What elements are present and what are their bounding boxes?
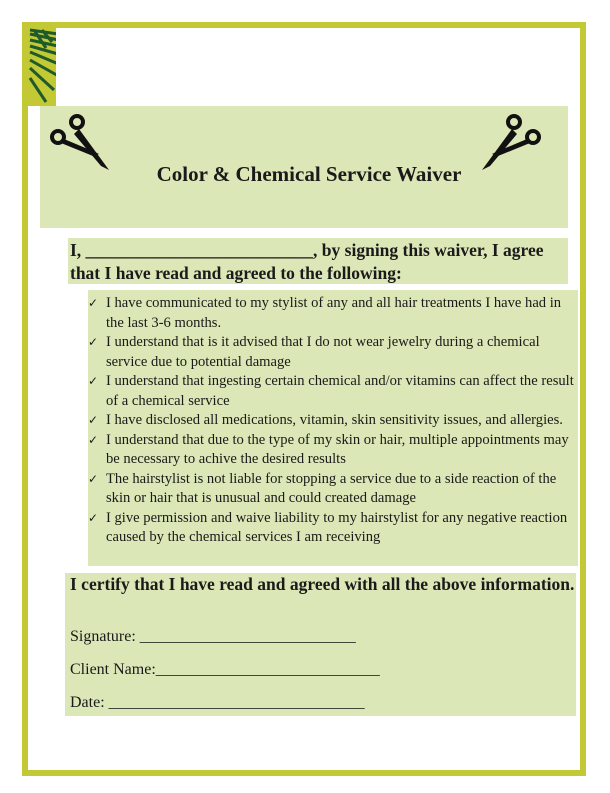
checkmark-icon: ✓ [88, 510, 99, 525]
title-banner [40, 106, 568, 228]
list-item [88, 509, 578, 548]
list-item [88, 431, 578, 470]
checkmark-icon: ✓ [88, 335, 99, 349]
signature-field[interactable]: Signature: ___________________________ [70, 628, 356, 645]
item-text: I have communicated to my stylist of any and all hair treatments I have had in the last 3-6 months. [106, 295, 562, 331]
list-item [88, 294, 578, 333]
certification-section [65, 573, 576, 716]
item-text: I give permission and waive liability to my hairstylist for any negative reaction caused by the chemical services I am receiving [106, 509, 568, 545]
item-text: The hairstylist is not liable for stopping a service due to a side reaction of the skin or hair that is unusual and could created damage [106, 470, 557, 506]
palm-mask [56, 28, 106, 106]
certify-statement: I certify that I have read and agreed with all the above information. [70, 574, 575, 594]
item-text: I understand that ingesting certain chemical and/or vitamins can affect the result of a chemical service [106, 373, 574, 409]
agreement-list [88, 290, 578, 566]
list-item [88, 470, 578, 509]
list-item [88, 372, 578, 411]
checkmark-icon: ✓ [88, 296, 99, 310]
checkmark-icon: ✓ [88, 413, 99, 427]
list-item [88, 411, 578, 431]
client-name-field[interactable]: Client Name:____________________________ [70, 661, 380, 678]
intro-statement: I, __________________________, by signing this waiver, I agree that I have read and agreed to the following: [68, 238, 568, 284]
page-title: Color & Chemical Service Waiver [156, 162, 462, 186]
item-text: I have disclosed all medications, vitamin, skin sensitivity issues, and allergies. [106, 412, 563, 428]
item-text: I understand that due to the type of my skin or hair, multiple appointments may be necessary to achive the desired results [106, 431, 569, 467]
list-item [88, 333, 578, 372]
checkmark-icon: ✓ [88, 471, 99, 486]
item-text: I understand that is it advised that I do not wear jewelry during a chemical service due to potential damage [106, 334, 540, 370]
checkmark-icon: ✓ [88, 432, 99, 447]
date-field[interactable]: Date: ________________________________ [70, 694, 365, 711]
checkmark-icon: ✓ [88, 374, 99, 388]
